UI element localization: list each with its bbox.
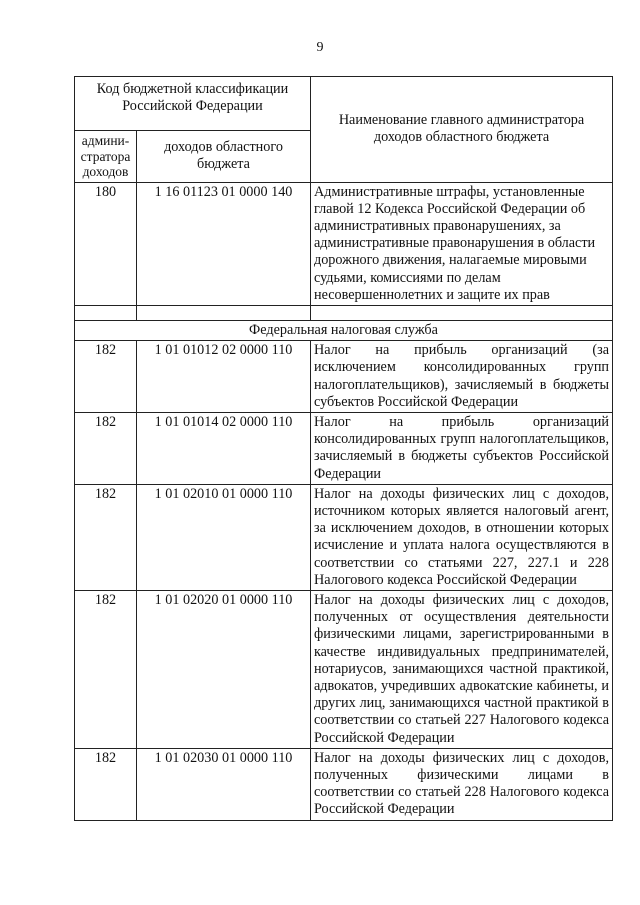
header-income-code: доходов областного бюджета	[137, 131, 311, 183]
header-administrator-name: Наименование главного администратора доходов областного бюджета	[311, 77, 613, 183]
income-code-cell: 1 01 01014 02 0000 110	[137, 412, 311, 484]
admin-code-cell: 182	[75, 484, 137, 590]
spacer-cell	[311, 305, 613, 320]
income-code-cell: 1 01 01012 02 0000 110	[137, 341, 311, 413]
income-name-cell: Налог на доходы физических лиц с доходов, источником которых является налоговый агент, за исключением доходов, в отношении которых исчисление и уплата налога осуществляются в соответствии со статьями 227, 227.1 и 228 Налогового кодекса Российской Федерации	[311, 484, 613, 590]
spacer-row	[75, 305, 613, 320]
header-administrator-code: админи-стратора доходов	[75, 131, 137, 183]
income-code-cell: 1 01 02030 01 0000 110	[137, 748, 311, 820]
admin-code-cell: 182	[75, 748, 137, 820]
income-code-cell: 1 01 02020 01 0000 110	[137, 590, 311, 748]
table-row	[75, 341, 613, 413]
header-code-group: Код бюджетной классификации Российской Федерации	[75, 77, 311, 131]
table-row	[75, 484, 613, 590]
income-name-cell: Налог на прибыль организаций (за исключением консолидированных групп налогоплательщиков), зачисляемый в бюджеты субъектов Российской Федерации	[311, 341, 613, 413]
admin-code-cell: 182	[75, 590, 137, 748]
income-name-cell: Налог на прибыль организаций консолидированных групп налогоплательщиков, зачисляемый в бюджеты субъектов Российской Федерации	[311, 412, 613, 484]
budget-classification-table	[74, 76, 613, 821]
table-header-row	[75, 77, 613, 131]
table-row	[75, 412, 613, 484]
table-row	[75, 748, 613, 820]
income-name-cell: Налог на доходы физических лиц с доходов, полученных физическими лицами в соответствии со статьей 228 Налогового кодекса Российской Федерации	[311, 748, 613, 820]
section-header-row	[75, 320, 613, 340]
page-number: 9	[316, 40, 324, 55]
spacer-cell	[75, 305, 137, 320]
income-name-cell: Административные штрафы, установленные главой 12 Кодекса Российской Федерации об административных правонарушениях, за административные правонарушения в области дорожного движения, налагаемые мировыми судьями, комиссиями по делам несовершеннолетних и защите их прав	[311, 182, 613, 305]
admin-code-cell: 182	[75, 341, 137, 413]
income-name-cell: Налог на доходы физических лиц с доходов, полученных от осуществления деятельности физическими лицами, зарегистрированными в качестве индивидуальных предпринимателей, нотариусов, занимающихся частной практикой, адвокатов, учредивших адвокатские кабинеты, и других лиц, занимающихся частной практикой в соответствии со статьей 227 Налогового кодекса Российской Федерации	[311, 590, 613, 748]
table-row	[75, 590, 613, 748]
table-row	[75, 182, 613, 305]
income-code-cell: 1 01 02010 01 0000 110	[137, 484, 311, 590]
admin-code-cell: 182	[75, 412, 137, 484]
spacer-cell	[137, 305, 311, 320]
section-title: Федеральная налоговая служба	[75, 320, 613, 340]
income-code-cell: 1 16 01123 01 0000 140	[137, 182, 311, 305]
admin-code-cell: 180	[75, 182, 137, 305]
